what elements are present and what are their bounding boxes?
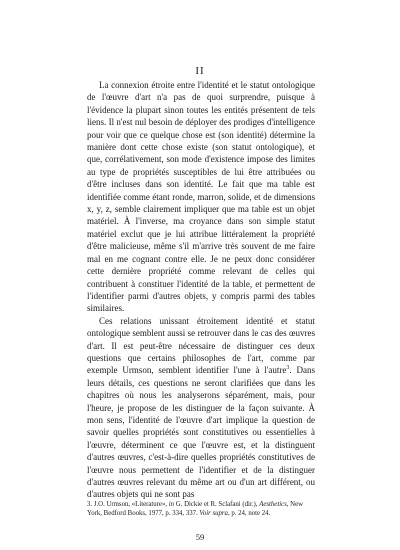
footnote-voir-supra: Voir supra: [199, 510, 228, 517]
paragraph-2-part-2: . Dans leurs détails, ces questions ne seront clarifiées que dans les chapitres où nous les analyserons séparément, mais, pour l'heure, je propose de les distinguer de la façon suivante. À mon sens, l'identité de l'œuvre d'art implique la question de savoir quelles propriétés sont constitutives ou essentielles à l'œuvre, déterminent ce que l'œuvre est, et la distinguent d'autres œuvres, c'est-à-dire quelles propriétés constitutives de l'œuvre nous permettent de l'identifier et de la distinguer d'autres œuvres relevant du même art ou d'un art différent, ou d'autres objets qui ne sont pas: [87, 365, 315, 500]
footnote: [87, 500, 315, 518]
paragraph-2: [87, 315, 315, 501]
footnote-text-a: J.O. Urmson, «Literature»,: [93, 501, 169, 508]
footnote-number: 3.: [87, 501, 93, 508]
footnote-text-c: , New York, Bedford Books, 1977, p. 334, 337.: [87, 501, 303, 517]
footnote-text-b: G. Dickie et R. Sclafani (dir.),: [174, 501, 260, 508]
body-text: [87, 79, 315, 501]
page-number: 59: [195, 532, 205, 542]
footnote-in: in: [168, 501, 175, 508]
paragraph-2-part-1: Ces relations unissant étroitement identité et statut ontologique semblent aussi se retrouver dans le cas des œuvres d'art. Il est peut-être nécessaire de distinguer ces deux questions que certains philosophes de l'art, comme par exemple Urmson, semblent identifier l'une à l'autre: [87, 315, 315, 376]
section-heading: II: [195, 65, 205, 77]
footnote-text-d: , p. 24, note 24.: [227, 510, 271, 517]
footnote-marker[interactable]: 3: [286, 365, 290, 372]
paragraph-1: La connexion étroite entre l'identité et le statut ontologique de l'œuvre d'art n'a pas de quoi surprendre, puisque à l'évidence la plupart sinon toutes les entités présentent de tels liens. Il n'est nul besoin de déployer des prodiges d'intelligence pour voir que ce quelque chose est (son identité) détermine la manière dont cette chose existe (son statut ontologique), et que, corrélativement, son mode d'existence impose des limites au type de propriétés susceptibles de lui être attribuées ou d'être incluses dans son identité. Le fait que ma table est identifiée comme étant ronde, marron, solide, et de dimensions x, y, z, semble clairement impliquer que ma table est un objet matériel. À l'inverse, ma croyance dans son simple statut matériel exclut que je lui attribue littéralement la propriété d'être malicieuse, même s'il m'arrive très souvent de me faire mal en me cognant contre elle. Je ne peux donc considérer cette dernière propriété comme relevant de celles qui contribuent à constituer l'identité de la table, et permettent de l'identifier parmi d'autres objets, y compris parmi des tables similaires.: [87, 80, 315, 314]
footnote-book-title: Aesthetics: [259, 501, 287, 508]
